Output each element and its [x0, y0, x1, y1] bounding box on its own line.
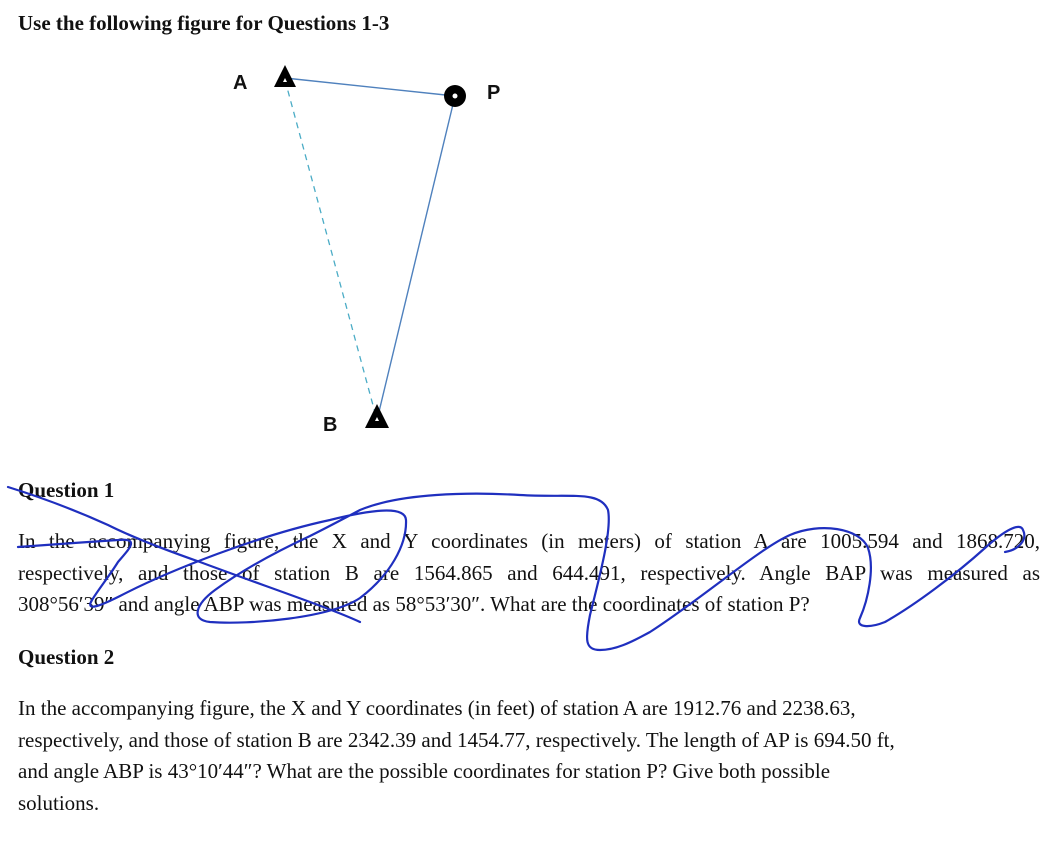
line-p-to-b — [377, 96, 455, 420]
question-1-line: In the accompanying figure, the X and Y coordinates (in meters) of station A are 1005.594 and 1868.720, — [18, 529, 1040, 553]
question-2-title: Question 2 — [18, 645, 115, 669]
question-2-line: solutions. — [18, 790, 100, 815]
question-2-line: respectively, and those of station B are 2342.39 and 1454.77, respectively. The length of AP is 694.50 ft, — [18, 727, 895, 752]
question-2-line: and angle ABP is 43°10′44″? What are the possible coordinates for station P? Give both possible — [18, 759, 831, 783]
label-station-a: A — [233, 72, 248, 94]
label-station-b: B — [323, 414, 338, 436]
question-2-body — [18, 693, 1040, 819]
line-a-to-p — [285, 78, 455, 96]
station-b-triangle-icon — [365, 404, 389, 428]
label-station-p: P — [487, 82, 501, 104]
station-p-circle-icon — [444, 85, 466, 107]
page-heading: Use the following figure for Questions 1-3 — [18, 11, 390, 35]
question-1-line: respectively, and those of station B are 1564.865 and 644.491, respectively. Angle BAP was measured as — [18, 560, 1040, 585]
question-1-title: Question 1 — [18, 478, 115, 502]
line-a-to-b-dashed — [285, 80, 377, 420]
station-a-triangle-icon — [274, 65, 296, 87]
question-2-line: In the accompanying figure, the X and Y coordinates (in feet) of station A are 1912.76 and 2238.63, — [18, 696, 856, 720]
question-1-line: 308°56′39″ and angle ABP was measured as 58°53′30″. What are the coordinates of station P? — [18, 592, 810, 616]
question-1-body — [18, 526, 1040, 621]
